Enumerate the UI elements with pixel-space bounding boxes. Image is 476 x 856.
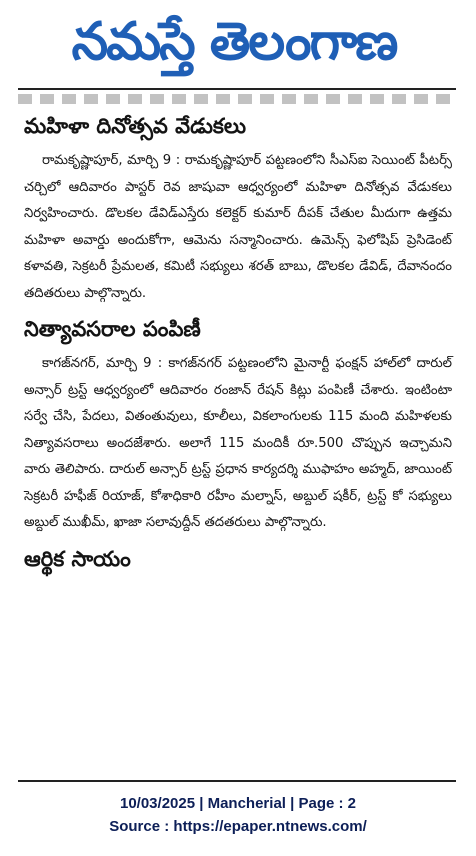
- newspaper-masthead: నమస్తే తెలంగాణ: [71, 12, 397, 72]
- article-2-headline: నిత్యావసరాల పంపిణీ: [24, 317, 201, 341]
- footer-source-link[interactable]: Source : https://epaper.ntnews.com/: [109, 818, 367, 835]
- article-2-body: కాగజ్‌నగర్, మార్చి 9 : కాగజ్‌నగర్ పట్టణంలోని మైనార్టీ ఫంక్షన్ హాల్‌లో దారుల్ అన్సార్ ట్రస్ట్ ఆధ్వర్యంలో ఆదివారం రంజాన్ రేషన్ కిట్లు పంపిణీ చేశారు. ఇంటింటా సర్వే చేసి, పేదలు, వితంతువులు, కూలీలు, వికలాంగులకు 115 మంది మహిళలకు నిత్యావసరాలు అందజేశారు. అలాగే 115 మందికీ రూ.500 చొప్పున ఇచ్చామని వారు తెలిపారు. దారుల్ అన్సార్ ట్రస్ట్ ప్రధాన కార్యదర్శి ముఫాహం అహ్మద్, జాయింట్ సెక్రటరీ హఫీజ్ రియాజ్, కోశాధికారి రహీం మల్నాస్, అబ్దుల్ షకీర్, ట్రస్ట్ కో సభ్యులు అబ్దుల్ ముఖీమ్, ఖాజా సలావుద్దీన్ తదతరులు పాల్గొన్నారు.: [24, 356, 452, 530]
- cut-off-text-line: [18, 94, 456, 104]
- article-3-headline: ఆర్థిక సాయం: [24, 546, 131, 571]
- article-1-headline: మహిళా దినోత్సవ వేడుకలు: [24, 114, 246, 138]
- news-clipping: [18, 88, 456, 782]
- article-1-body: రామకృష్ణాపూర్, మార్చి 9 : రామకృష్ణాపూర్ పట్టణంలోని సీఎస్ఐ సెయింట్ పీటర్స్ చర్చిలో ఆదివారం పాస్టర్ రెవ జాషువా ఆధ్వర్యంలో మహిళా దినోత్సవ వేడుకలు నిర్వహించారు. డొలకల డేవిడ్‌ఎస్తేరు కలెక్టర్ కుమార్ దీపక్ చేతుల మీదుగా ఉత్తమ మహిళా అవార్డు అందుకోగా, ఆమెను సన్మానించారు. ఉమెన్స్ ఫెలోషిప్ ప్రెసిడెంట్ కళావతి, సెక్రటరీ ప్రేమలత, కమిటీ సభ్యులు శరత్ బాబు, డొలకల డేవిడ్, దేవానందం తదితరులు పాల్గొన్నారు.: [24, 153, 452, 301]
- footer-date-edition: 10/03/2025 | Mancherial | Page : 2: [119, 795, 357, 812]
